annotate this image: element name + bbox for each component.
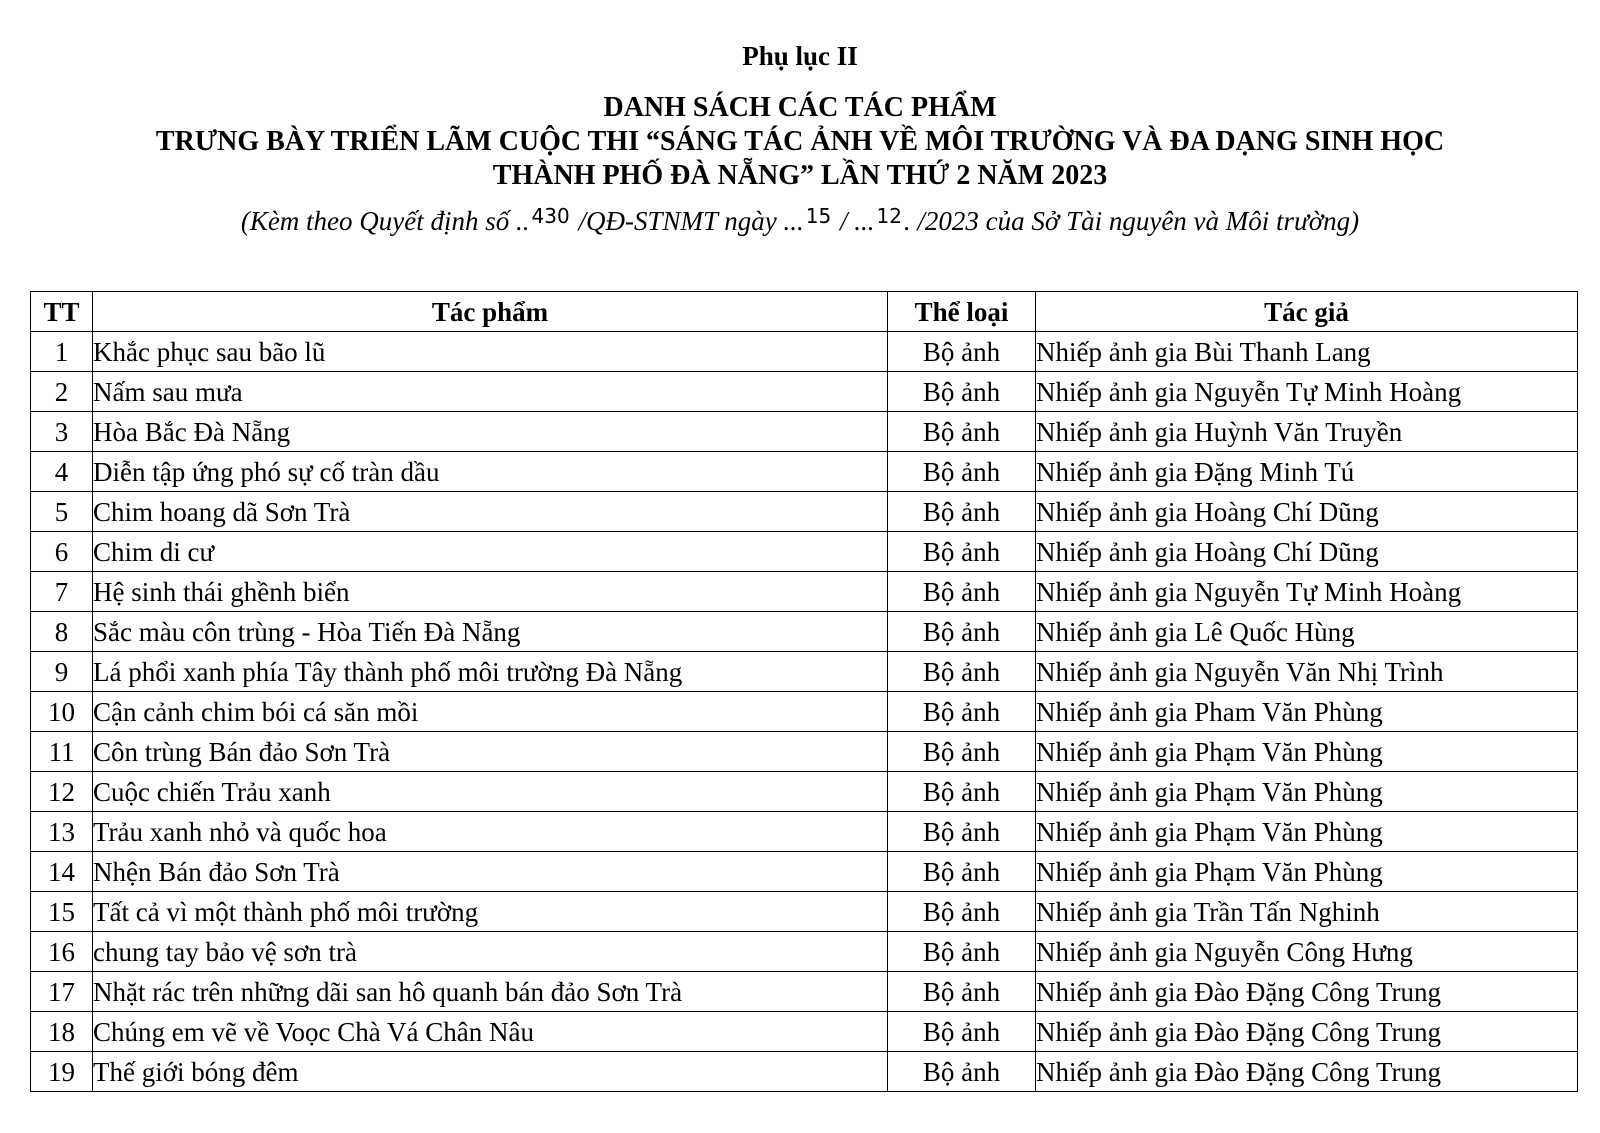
document-title-line-1: DANH SÁCH CÁC TÁC PHẨM xyxy=(603,92,997,123)
table-row xyxy=(31,812,1578,852)
decision-reference xyxy=(0,205,1600,239)
work-author: Nhiếp ảnh gia Hoàng Chí Dũng xyxy=(1036,492,1578,532)
work-genre: Bộ ảnh xyxy=(888,1012,1036,1052)
work-title: Sắc màu côn trùng - Hòa Tiến Đà Nẵng xyxy=(93,612,888,652)
row-number: 10 xyxy=(31,692,93,732)
table-row xyxy=(31,452,1578,492)
decision-number: 430 xyxy=(531,204,570,228)
work-title: Chim hoang dã Sơn Trà xyxy=(93,492,888,532)
work-genre: Bộ ảnh xyxy=(888,692,1036,732)
work-author: Nhiếp ảnh gia Trần Tấn Nghinh xyxy=(1036,892,1578,932)
work-author: Nhiếp ảnh gia Nguyễn Công Hưng xyxy=(1036,932,1578,972)
work-title: Lá phổi xanh phía Tây thành phố môi trường Đà Nẵng xyxy=(93,652,888,692)
work-author: Nhiếp ảnh gia Phạm Văn Phùng xyxy=(1036,812,1578,852)
work-genre: Bộ ảnh xyxy=(888,452,1036,492)
work-genre: Bộ ảnh xyxy=(888,612,1036,652)
table-row xyxy=(31,412,1578,452)
work-author: Nhiếp ảnh gia Nguyễn Tự Minh Hoàng xyxy=(1036,372,1578,412)
work-genre: Bộ ảnh xyxy=(888,892,1036,932)
work-author: Nhiếp ảnh gia Bùi Thanh Lang xyxy=(1036,332,1578,372)
work-genre: Bộ ảnh xyxy=(888,1052,1036,1092)
work-author: Nhiếp ảnh gia Đào Đặng Công Trung xyxy=(1036,1012,1578,1052)
work-title: Nấm sau mưa xyxy=(93,372,888,412)
table-row xyxy=(31,612,1578,652)
work-title: Cận cảnh chim bói cá săn mồi xyxy=(93,692,888,732)
row-number: 14 xyxy=(31,852,93,892)
work-author: Nhiếp ảnh gia Pham Văn Phùng xyxy=(1036,692,1578,732)
document-title-line-3: THÀNH PHỐ ĐÀ NẴNG” LẦN THỨ 2 NĂM 2023 xyxy=(492,160,1108,191)
row-number: 9 xyxy=(31,652,93,692)
work-genre: Bộ ảnh xyxy=(888,412,1036,452)
row-number: 7 xyxy=(31,572,93,612)
table-row xyxy=(31,572,1578,612)
row-number: 19 xyxy=(31,1052,93,1092)
row-number: 2 xyxy=(31,372,93,412)
work-author: Nhiếp ảnh gia Đặng Minh Tú xyxy=(1036,452,1578,492)
work-title: Chim di cư xyxy=(93,532,888,572)
work-author: Nhiếp ảnh gia Đào Đặng Công Trung xyxy=(1036,972,1578,1012)
column-header-genre: Thể loại xyxy=(888,292,1036,332)
decision-month: 12 xyxy=(876,204,902,228)
work-genre: Bộ ảnh xyxy=(888,772,1036,812)
table-row xyxy=(31,932,1578,972)
work-genre: Bộ ảnh xyxy=(888,372,1036,412)
work-title: Hòa Bắc Đà Nẵng xyxy=(93,412,888,452)
work-genre: Bộ ảnh xyxy=(888,652,1036,692)
work-title: Nhặt rác trên những dãi san hô quanh bán đảo Sơn Trà xyxy=(93,972,888,1012)
column-header-work: Tác phẩm xyxy=(93,292,888,332)
work-genre: Bộ ảnh xyxy=(888,732,1036,772)
table-row xyxy=(31,1052,1578,1092)
table-row xyxy=(31,372,1578,412)
work-author: Nhiếp ảnh gia Huỳnh Văn Truyền xyxy=(1036,412,1578,452)
table-row xyxy=(31,732,1578,772)
row-number: 3 xyxy=(31,412,93,452)
table-row xyxy=(31,652,1578,692)
row-number: 16 xyxy=(31,932,93,972)
column-header-author: Tác giả xyxy=(1036,292,1578,332)
work-title: Khắc phục sau bão lũ xyxy=(93,332,888,372)
table-row xyxy=(31,852,1578,892)
work-author: Nhiếp ảnh gia Phạm Văn Phùng xyxy=(1036,852,1578,892)
row-number: 4 xyxy=(31,452,93,492)
table-row xyxy=(31,772,1578,812)
decision-reference-part-4: . /2023 của Sở Tài nguyên và Môi trường) xyxy=(903,206,1360,236)
decision-reference-part-3: / ... xyxy=(833,206,875,236)
row-number: 12 xyxy=(31,772,93,812)
work-genre: Bộ ảnh xyxy=(888,932,1036,972)
table-body xyxy=(31,332,1578,1092)
row-number: 6 xyxy=(31,532,93,572)
work-author: Nhiếp ảnh gia Nguyễn Tự Minh Hoàng xyxy=(1036,572,1578,612)
table-row xyxy=(31,892,1578,932)
work-title: Diễn tập ứng phó sự cố tràn dầu xyxy=(93,452,888,492)
table-row xyxy=(31,1012,1578,1052)
row-number: 13 xyxy=(31,812,93,852)
row-number: 11 xyxy=(31,732,93,772)
table-row xyxy=(31,532,1578,572)
appendix-label: Phụ lục II xyxy=(742,41,858,71)
decision-day: 15 xyxy=(805,204,832,228)
row-number: 18 xyxy=(31,1012,93,1052)
row-number: 17 xyxy=(31,972,93,1012)
work-genre: Bộ ảnh xyxy=(888,532,1036,572)
work-author: Nhiếp ảnh gia Phạm Văn Phùng xyxy=(1036,732,1578,772)
work-genre: Bộ ảnh xyxy=(888,572,1036,612)
work-genre: Bộ ảnh xyxy=(888,972,1036,1012)
work-genre: Bộ ảnh xyxy=(888,332,1036,372)
work-author: Nhiếp ảnh gia Đào Đặng Công Trung xyxy=(1036,1052,1578,1092)
work-genre: Bộ ảnh xyxy=(888,812,1036,852)
work-title: Côn trùng Bán đảo Sơn Trà xyxy=(93,732,888,772)
work-title: Hệ sinh thái ghềnh biển xyxy=(93,572,888,612)
table-row xyxy=(31,972,1578,1012)
row-number: 15 xyxy=(31,892,93,932)
work-title: Nhện Bán đảo Sơn Trà xyxy=(93,852,888,892)
row-number: 5 xyxy=(31,492,93,532)
work-title: Chúng em vẽ về Voọc Chà Vá Chân Nâu xyxy=(93,1012,888,1052)
work-author: Nhiếp ảnh gia Nguyễn Văn Nhị Trình xyxy=(1036,652,1578,692)
table-row xyxy=(31,692,1578,732)
work-genre: Bộ ảnh xyxy=(888,852,1036,892)
work-title: Cuộc chiến Trảu xanh xyxy=(93,772,888,812)
works-table xyxy=(30,291,1578,1092)
table-row xyxy=(31,492,1578,532)
column-header-tt: TT xyxy=(31,292,93,332)
work-title: Trảu xanh nhỏ và quốc hoa xyxy=(93,812,888,852)
work-author: Nhiếp ảnh gia Lê Quốc Hùng xyxy=(1036,612,1578,652)
work-title: chung tay bảo vệ sơn trà xyxy=(93,932,888,972)
decision-reference-part-1: (Kèm theo Quyết định số .. xyxy=(240,206,530,236)
decision-reference-part-2: /QĐ-STNMT ngày ... xyxy=(571,206,804,236)
work-author: Nhiếp ảnh gia Hoàng Chí Dũng xyxy=(1036,532,1578,572)
work-author: Nhiếp ảnh gia Phạm Văn Phùng xyxy=(1036,772,1578,812)
table-row xyxy=(31,332,1578,372)
work-title: Thế giới bóng đêm xyxy=(93,1052,888,1092)
document-title-line-2: TRƯNG BÀY TRIỂN LÃM CUỘC THI “SÁNG TÁC ẢNH VỀ MÔI TRƯỜNG VÀ ĐA DẠNG SINH HỌC xyxy=(155,126,1445,157)
table-header-row xyxy=(31,292,1578,332)
row-number: 8 xyxy=(31,612,93,652)
row-number: 1 xyxy=(31,332,93,372)
work-genre: Bộ ảnh xyxy=(888,492,1036,532)
work-title: Tất cả vì một thành phố môi trường xyxy=(93,892,888,932)
